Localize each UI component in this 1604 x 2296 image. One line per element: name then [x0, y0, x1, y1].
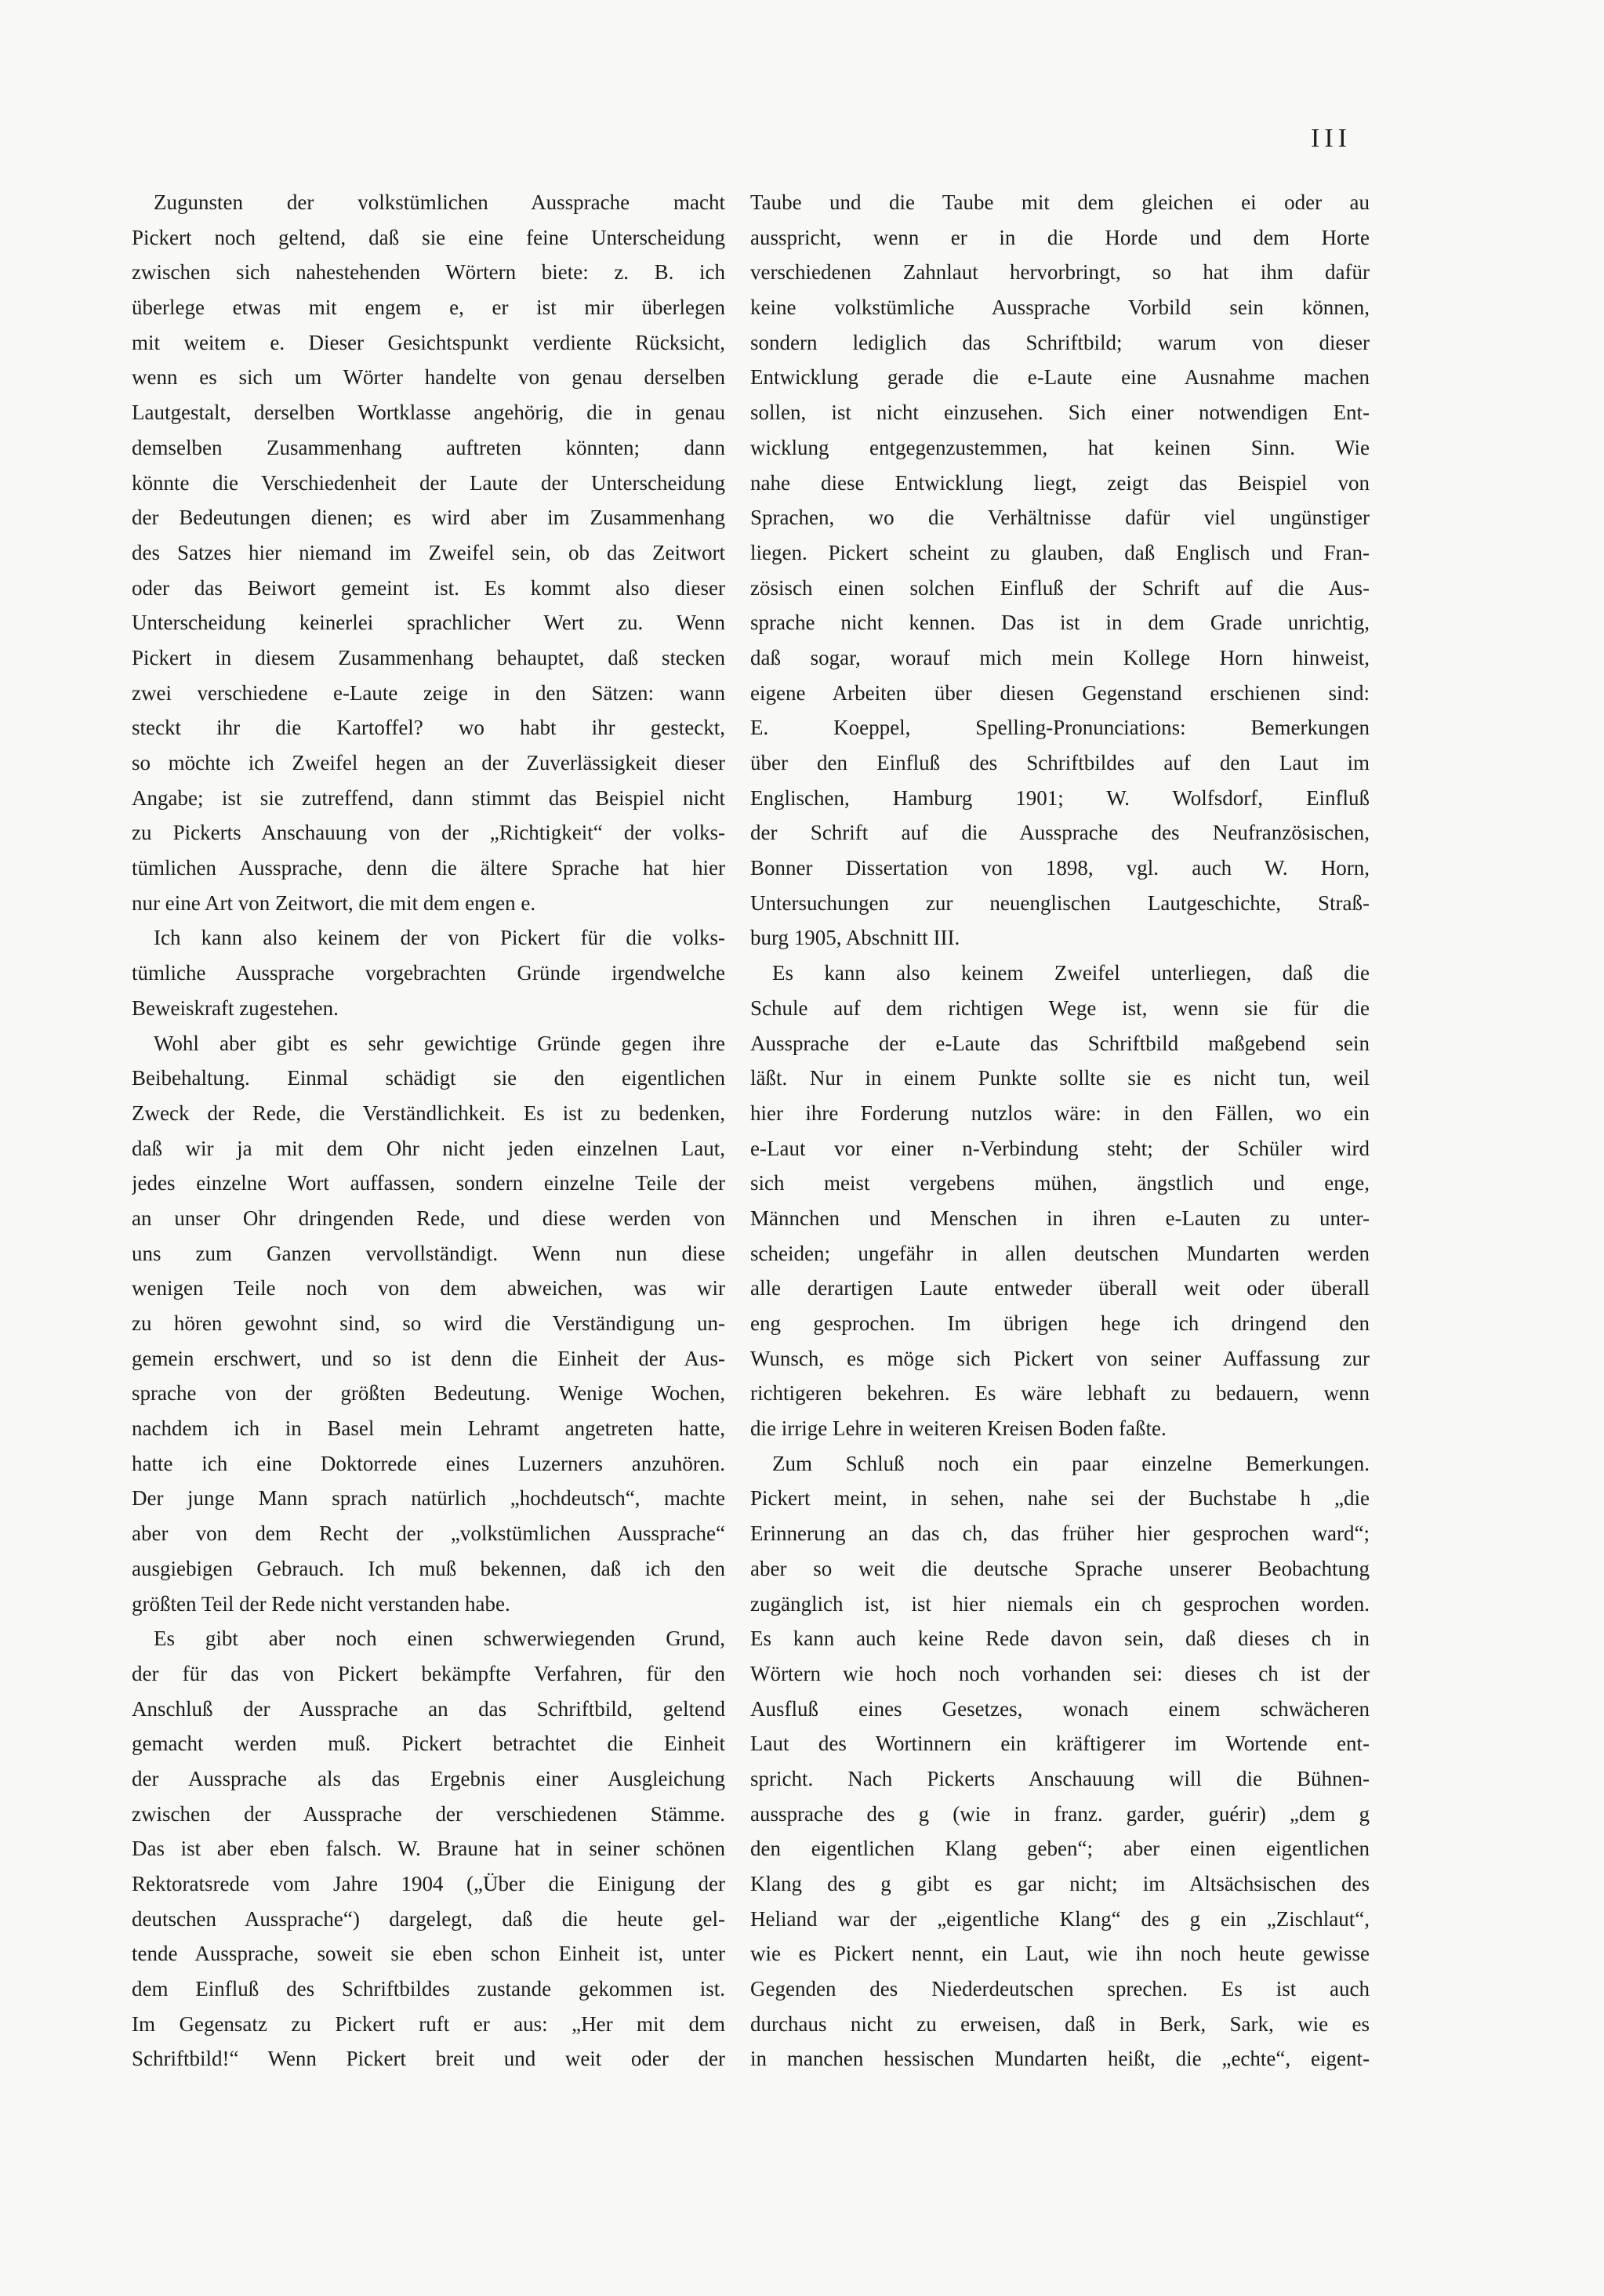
text-line: über den Einfluß des Schriftbildes auf den Laut im — [750, 751, 1370, 774]
text-line: überlege etwas mit engem e, er ist mir überlegen — [132, 296, 725, 320]
text-line: richtigeren bekehren. Es wäre lebhaft zu bedauern, wenn — [750, 1381, 1370, 1406]
text-line: an unser Ohr dringenden Rede, und diese werden von — [132, 1206, 725, 1230]
text-line: Es kann auch keine Rede davon sein, daß dieses ch in — [750, 1627, 1370, 1651]
text-column-right — [750, 185, 1370, 2077]
text-line: uns zum Ganzen vervollständigt. Wenn nun diese — [132, 1241, 725, 1265]
text-line: zu hören gewohnt sind, so wird die Verständigung un- — [132, 1311, 725, 1335]
text-line: oder das Beiwort gemeint ist. Es kommt also dieser — [132, 575, 725, 600]
text-column-left — [132, 185, 725, 2077]
text-line: demselben Zusammenhang auftreten könnten; dann — [132, 435, 725, 459]
text-line: zösisch einen solchen Einfluß der Schrift auf die Aus- — [750, 575, 1370, 600]
text-line: mit weitem e. Dieser Gesichtspunkt verdiente Rücksicht, — [132, 330, 725, 354]
text-line: Wörtern wie hoch noch vorhanden sei: dieses ch ist der — [750, 1661, 1370, 1685]
text-line: alle derartigen Laute entweder überall weit oder überall — [750, 1276, 1370, 1300]
text-line: der Bedeutungen dienen; es wird aber im Zusammenhang — [132, 506, 725, 530]
text-line: wenn es sich um Wörter handelte von genau derselben — [132, 365, 725, 390]
text-line: durchaus nicht zu erweisen, daß in Berk, Sark, wie es — [750, 2011, 1370, 2036]
text-line: aber so weit die deutsche Sprache unserer Beobachtung — [750, 1556, 1370, 1580]
text-line: Ich kann also keinem der von Pickert für die volks- — [154, 926, 725, 950]
text-line: sondern lediglich das Schriftbild; warum von dieser — [750, 330, 1370, 354]
text-line: Heliand war der „eigentliche Klang“ des g ein „Zischlaut“, — [750, 1906, 1370, 1931]
text-line: Beweiskraft zugestehen. — [132, 996, 339, 1020]
text-line: burg 1905, Abschnitt III. — [750, 926, 960, 950]
text-line: Anschluß der Aussprache an das Schriftbild, geltend — [132, 1696, 725, 1721]
text-line: größten Teil der Rede nicht verstanden habe. — [132, 1591, 510, 1616]
text-line: Sprachen, wo die Verhältnisse dafür viel ungünstiger — [750, 506, 1370, 530]
text-line: ausgiebigen Gebrauch. Ich muß bekennen, daß ich den — [132, 1556, 725, 1580]
text-line: zwischen der Aussprache der verschiedenen Stämme. — [132, 1801, 725, 1826]
text-line: sprache von der größten Bedeutung. Wenige Wochen, — [132, 1381, 725, 1406]
text-line: nachdem ich in Basel mein Lehramt angetreten hatte, — [132, 1416, 725, 1441]
text-line: Gegenden des Niederdeutschen sprechen. Es ist auch — [750, 1977, 1370, 2001]
text-line: Pickert noch geltend, daß sie eine feine Unterscheidung — [132, 225, 725, 249]
text-line: keine volkstümliche Aussprache Vorbild sein können, — [750, 296, 1370, 320]
text-line: Zum Schluß noch ein paar einzelne Bemerkungen. — [772, 1451, 1370, 1475]
text-line: steckt ihr die Kartoffel? wo habt ihr gesteckt, — [132, 716, 725, 740]
paragraph — [132, 920, 725, 1025]
paragraph — [750, 185, 1370, 956]
text-line: ausspricht, wenn er in die Horde und dem Horte — [750, 225, 1370, 249]
text-line: Schriftbild!“ Wenn Pickert breit und weit oder der — [132, 2047, 725, 2071]
text-line: Englischen, Hamburg 1901; W. Wolfsdorf, Einfluß — [750, 785, 1370, 810]
text-line: Untersuchungen zur neuenglischen Lautgeschichte, Straß- — [750, 890, 1370, 915]
text-line: den eigentlichen Klang geben“; aber einen eigentlichen — [750, 1837, 1370, 1861]
text-line: läßt. Nur in einem Punkte sollte sie es nicht tun, weil — [750, 1066, 1370, 1090]
text-line: Wohl aber gibt es sehr gewichtige Gründe gegen ihre — [154, 1031, 725, 1055]
text-line: so möchte ich Zweifel hegen an der Zuverlässigkeit dieser — [132, 751, 725, 774]
text-line: nur eine Art von Zeitwort, die mit dem engen e. — [132, 890, 536, 915]
text-line: Männchen und Menschen in ihren e-Lauten zu unter- — [750, 1206, 1370, 1230]
text-line: wicklung entgegenzustemmen, hat keinen Sinn. Wie — [750, 435, 1370, 459]
text-line: der für das von Pickert bekämpfte Verfahren, für den — [132, 1661, 725, 1685]
text-line: hier ihre Forderung nutzlos wäre: in den Fällen, wo ein — [750, 1101, 1370, 1125]
text-line: eng gesprochen. Im übrigen hege ich dringend den — [750, 1311, 1370, 1335]
text-line: liegen. Pickert scheint zu glauben, daß Englisch und Fran- — [750, 540, 1370, 564]
text-line: Pickert meint, in sehen, nahe sei der Buchstabe h „die — [750, 1486, 1370, 1511]
text-line: Beibehaltung. Einmal schädigt sie den eigentlichen — [132, 1066, 725, 1090]
text-line: sich meist vergebens mühen, ängstlich und enge, — [750, 1171, 1370, 1195]
text-line: der Schrift auf die Aussprache des Neufranzösischen, — [750, 821, 1370, 845]
text-line: tümliche Aussprache vorgebrachten Gründe irgendwelche — [132, 961, 725, 985]
text-line: Der junge Mann sprach natürlich „hochdeutsch“, machte — [132, 1486, 725, 1511]
text-line: in manchen hessischen Mundarten heißt, die „echte“, eigent- — [750, 2047, 1370, 2071]
text-line: wie es Pickert nennt, ein Laut, wie ihn noch heute gewisse — [750, 1942, 1370, 1966]
text-line: spricht. Nach Pickerts Anschauung will die Bühnen- — [750, 1766, 1370, 1790]
text-line: hatte ich eine Doktorrede eines Luzerners anzuhören. — [132, 1451, 725, 1475]
text-line: Zweck der Rede, die Verständlichkeit. Es ist zu bedenken, — [132, 1101, 725, 1125]
text-line: sollen, ist nicht einzusehen. Sich einer notwendigen Ent- — [750, 401, 1370, 425]
text-line: Das ist aber eben falsch. W. Braune hat in seiner schönen — [132, 1837, 725, 1861]
text-line: Zugunsten der volkstümlichen Aussprache macht — [154, 190, 725, 214]
text-line: Angabe; ist sie zutreffend, dann stimmt das Beispiel nicht — [132, 785, 725, 810]
text-line: Taube und die Taube mit dem gleichen ei oder au — [750, 190, 1370, 214]
text-line: deutschen Aussprache“) dargelegt, daß die heute gel- — [132, 1906, 725, 1931]
text-line: scheiden; ungefähr in allen deutschen Mundarten werden — [750, 1241, 1370, 1265]
text-line: Laut des Wortinnern ein kräftigerer im Wortende ent- — [750, 1732, 1370, 1756]
text-line: Schule auf dem richtigen Wege ist, wenn sie für die — [750, 996, 1370, 1020]
text-line: tümlichen Aussprache, denn die ältere Sprache hat hier — [132, 856, 725, 880]
text-line: aussprache des g (wie in franz. garder, guérir) „dem g — [750, 1801, 1370, 1826]
text-line: zu Pickerts Anschauung von der „Richtigkeit“ der volks- — [132, 821, 725, 845]
paragraph — [750, 1446, 1370, 2077]
text-line: daß wir ja mit dem Ohr nicht jeden einzelnen Laut, — [132, 1136, 725, 1160]
text-line: Entwicklung gerade die e-Laute eine Ausnahme machen — [750, 365, 1370, 390]
text-line: e-Laut vor einer n-Verbindung steht; der Schüler wird — [750, 1136, 1370, 1160]
text-line: sprache nicht kennen. Das ist in dem Grade unrichtig, — [750, 611, 1370, 635]
text-line: zwei verschiedene e-Laute zeige in den Sätzen: wann — [132, 680, 725, 705]
text-line: Klang des g gibt es gar nicht; im Altsächsischen des — [750, 1872, 1370, 1895]
text-line: gemein erschwert, und so ist denn die Einheit der Aus- — [132, 1346, 725, 1370]
text-line: der Aussprache als das Ergebnis einer Ausgleichung — [132, 1766, 725, 1790]
text-line: gemacht werden muß. Pickert betrachtet die Einheit — [132, 1732, 725, 1756]
text-line: Im Gegensatz zu Pickert ruft er aus: „Her mit dem — [132, 2011, 725, 2036]
text-line: Lautgestalt, derselben Wortklasse angehörig, die in genau — [132, 401, 725, 425]
text-line: eigene Arbeiten über diesen Gegenstand erschienen sind: — [750, 680, 1370, 705]
text-line: Erinnerung an das ch, das früher hier gesprochen ward“; — [750, 1522, 1370, 1546]
text-line: E. Koeppel, Spelling-Pronunciations: Bemerkungen — [750, 716, 1370, 740]
text-line: die irrige Lehre in weiteren Kreisen Boden faßte. — [750, 1416, 1167, 1441]
text-line: Wunsch, es möge sich Pickert von seiner Auffassung zur — [750, 1346, 1370, 1370]
page-number: III — [1311, 124, 1352, 153]
paragraph — [132, 185, 725, 920]
text-line: nahe diese Entwicklung liegt, zeigt das Beispiel von — [750, 470, 1370, 495]
text-line: zugänglich ist, ist hier niemals ein ch gesprochen worden. — [750, 1591, 1370, 1616]
text-line: jedes einzelne Wort auffassen, sondern einzelne Teile der — [132, 1171, 725, 1195]
text-line: dem Einfluß des Schriftbildes zustande gekommen ist. — [132, 1977, 725, 2001]
text-line: Ausfluß eines Gesetzes, wonach einem schwächeren — [750, 1696, 1370, 1721]
text-line: zwischen sich nahestehenden Wörtern biete: z. B. ich — [132, 260, 725, 285]
text-line: verschiedenen Zahnlaut hervorbringt, so hat ihm dafür — [750, 260, 1370, 285]
paragraph — [132, 1621, 725, 2077]
text-line: Es gibt aber noch einen schwerwiegenden Grund, — [154, 1627, 725, 1651]
text-line: daß sogar, worauf mich mein Kollege Horn hinweist, — [750, 645, 1370, 669]
text-line: aber von dem Recht der „volkstümlichen Aussprache“ — [132, 1522, 725, 1546]
text-line: Pickert in diesem Zusammenhang behauptet, daß stecken — [132, 645, 725, 669]
text-line: tende Aussprache, soweit sie eben schon Einheit ist, unter — [132, 1942, 725, 1966]
text-line: Rektoratsrede vom Jahre 1904 („Über die Einigung der — [132, 1872, 725, 1895]
text-line: Aussprache der e-Laute das Schriftbild maßgebend sein — [750, 1031, 1370, 1055]
text-line: Es kann also keinem Zweifel unterliegen, daß die — [772, 961, 1370, 985]
text-line: wenigen Teile noch von dem abweichen, was wir — [132, 1276, 725, 1300]
text-line: des Satzes hier niemand im Zweifel sein, ob das Zeitwort — [132, 540, 725, 564]
text-line: könnte die Verschiedenheit der Laute der Unterscheidung — [132, 470, 725, 495]
paragraph — [132, 1026, 725, 1622]
text-line: Bonner Dissertation von 1898, vgl. auch W. Horn, — [750, 856, 1370, 880]
paragraph — [750, 956, 1370, 1446]
text-line: Unterscheidung keinerlei sprachlicher Wert zu. Wenn — [132, 611, 725, 635]
